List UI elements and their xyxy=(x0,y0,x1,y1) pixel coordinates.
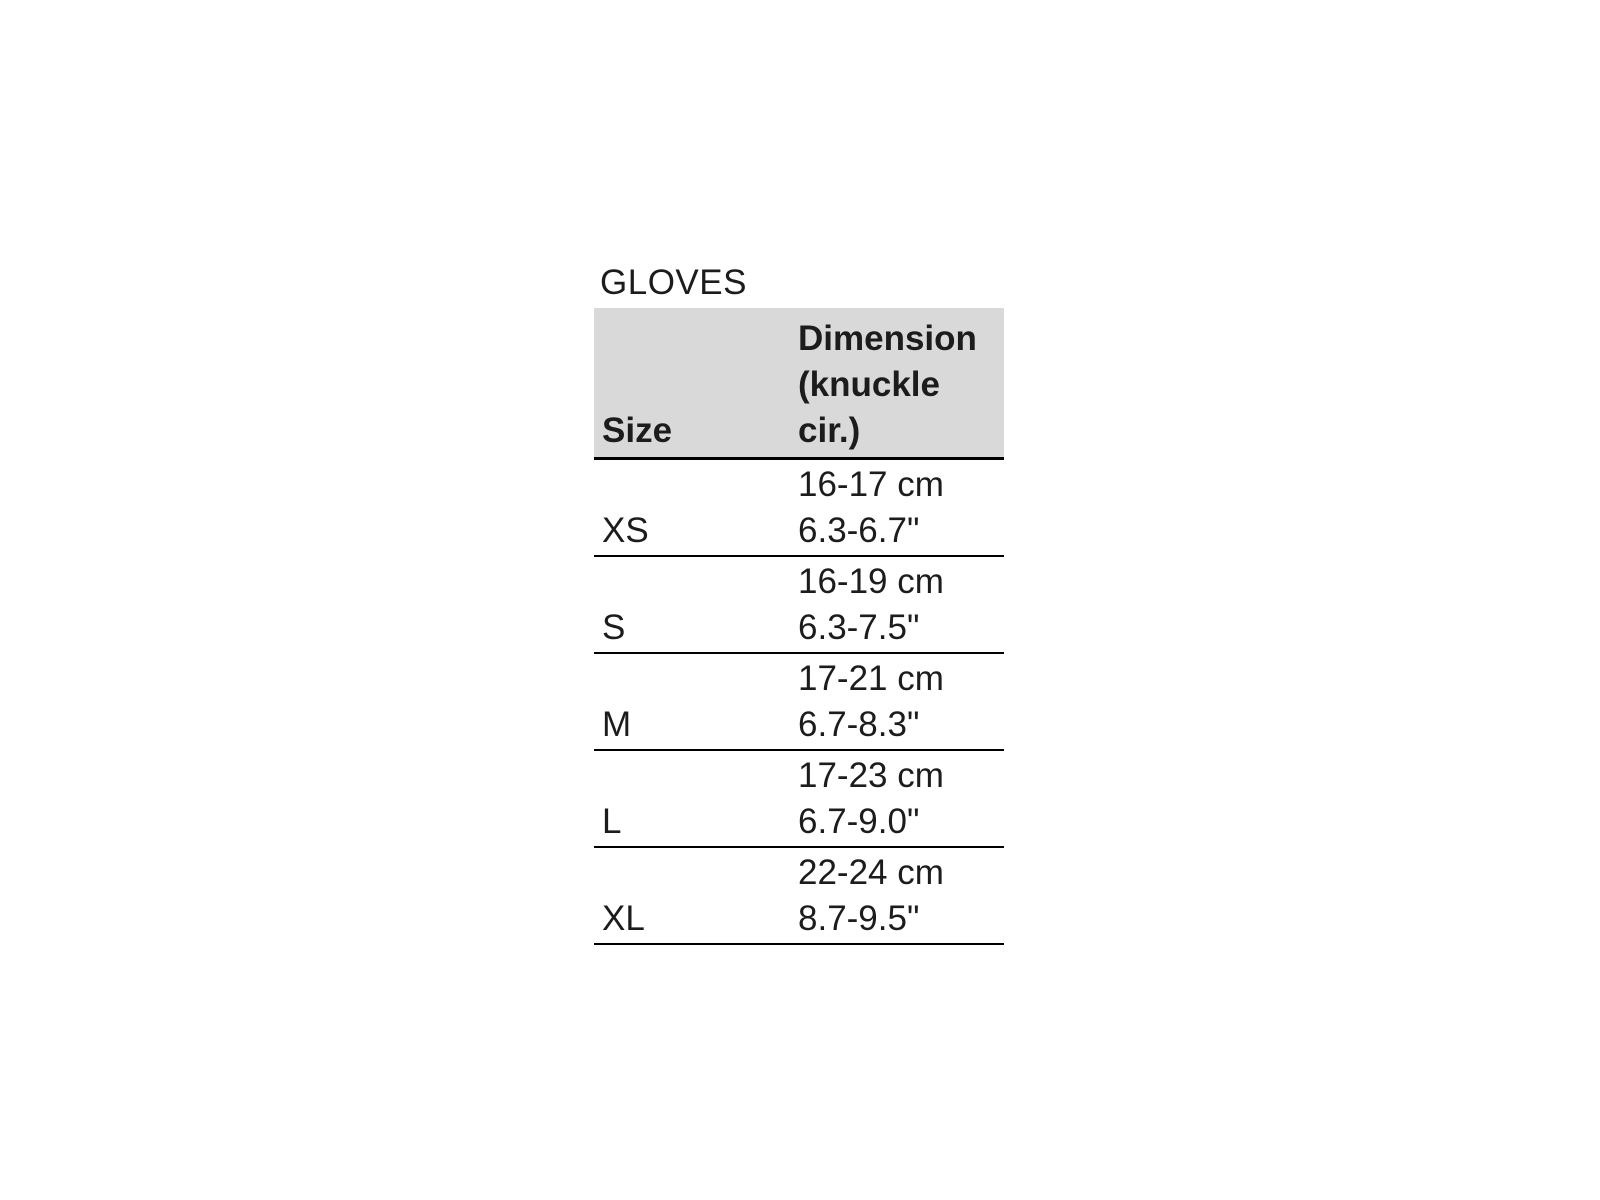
size-column-header: Size xyxy=(594,308,798,459)
dimension-cm: 17-21 cm xyxy=(798,659,944,698)
table-row-s xyxy=(594,556,1004,653)
dimension-header-line-2: (knuckle xyxy=(798,365,940,404)
table-body xyxy=(594,459,1004,945)
dimension-cm: 16-17 cm xyxy=(798,465,944,504)
dimension-inch: 6.7-9.0" xyxy=(798,802,920,841)
dimension-column-header xyxy=(798,308,1004,459)
gloves-size-chart xyxy=(594,260,1004,945)
dimension-header-line-3: cir.) xyxy=(798,411,861,450)
size-cell: M xyxy=(594,653,798,750)
dimension-cell xyxy=(798,459,1004,557)
section-title: GLOVES xyxy=(600,263,747,302)
size-cell: L xyxy=(594,750,798,847)
table-row-m xyxy=(594,653,1004,750)
dimension-inch: 6.3-6.7" xyxy=(798,511,920,550)
size-table xyxy=(594,308,1004,945)
size-cell: S xyxy=(594,556,798,653)
header-row xyxy=(594,308,1004,459)
dimension-cm: 17-23 cm xyxy=(798,756,944,795)
dimension-inch: 8.7-9.5" xyxy=(798,899,920,938)
table-row-l xyxy=(594,750,1004,847)
dimension-cell xyxy=(798,653,1004,750)
size-cell: XL xyxy=(594,847,798,944)
dimension-cm: 16-19 cm xyxy=(798,562,944,601)
table-header xyxy=(594,308,1004,459)
dimension-cm: 22-24 cm xyxy=(798,853,944,892)
size-cell: XS xyxy=(594,459,798,557)
dimension-inch: 6.7-8.3" xyxy=(798,705,920,744)
table-row-xs xyxy=(594,459,1004,557)
dimension-cell xyxy=(798,750,1004,847)
table-row-xl xyxy=(594,847,1004,944)
dimension-header-line-1: Dimension xyxy=(798,319,977,358)
dimension-inch: 6.3-7.5" xyxy=(798,608,920,647)
dimension-cell xyxy=(798,556,1004,653)
dimension-cell xyxy=(798,847,1004,944)
